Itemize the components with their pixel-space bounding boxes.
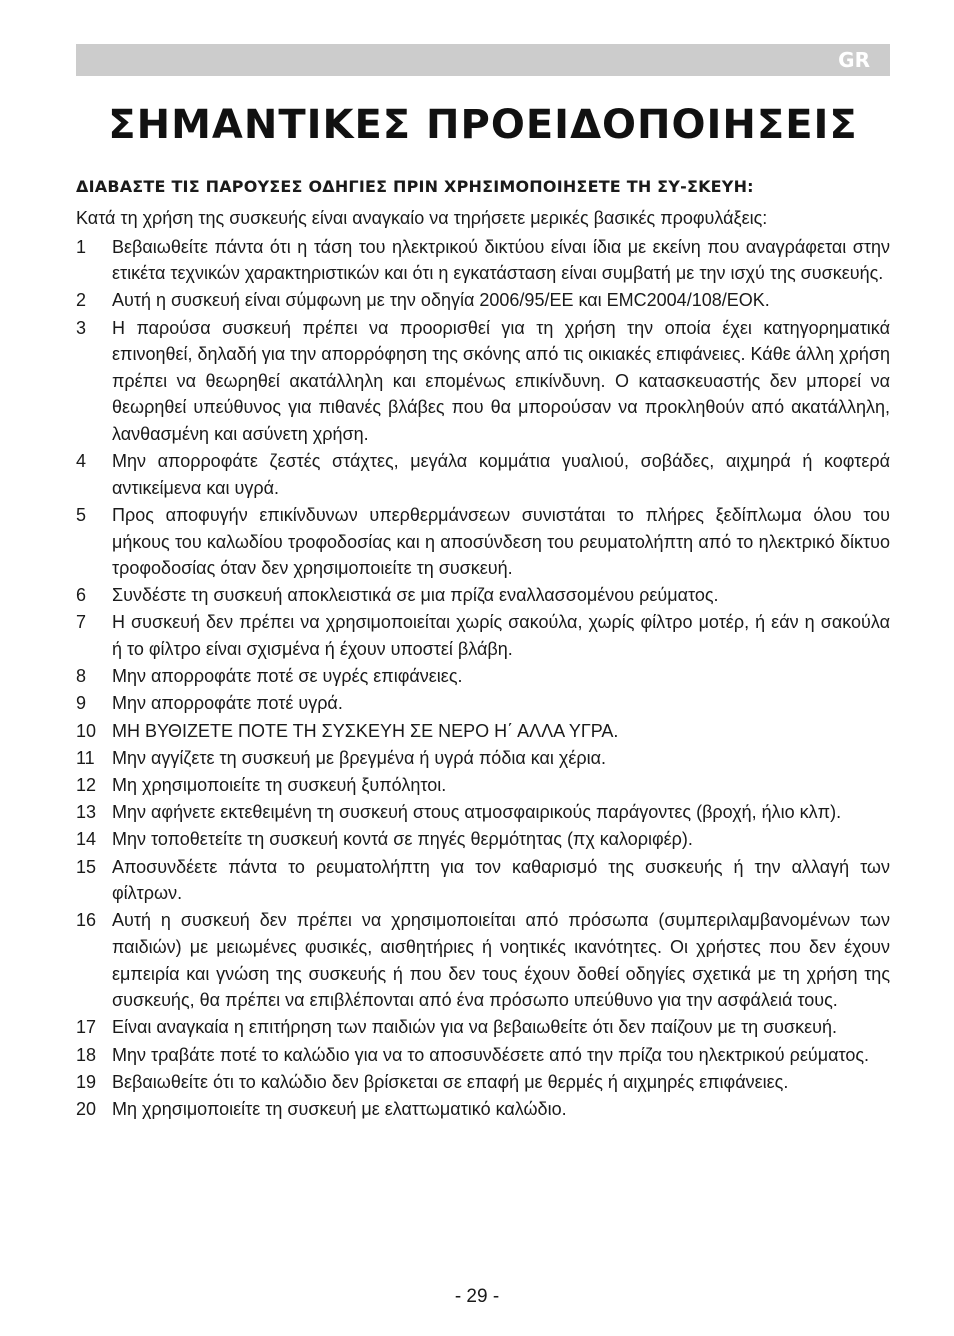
- list-item-number: 10: [76, 720, 97, 741]
- list-item-number: 8: [76, 666, 87, 687]
- list-item: [76, 287, 890, 314]
- list-item-text: Βεβαιωθείτε ότι το καλώδιο δεν βρίσκεται σε επαφή με θερμές ή αιχμηρές επιφάνειες.: [112, 1071, 789, 1092]
- list-item-number: 7: [76, 612, 87, 633]
- list-item-text: Μην αγγίζετε τη συσκευή με βρεγμένα ή υγρά πόδια και χέρια.: [112, 747, 607, 768]
- page-title: ΣΗΜΑΝΤΙΚΕΣ ΠΡΟΕΙΔΟΠΟΙΗΣΕΙΣ: [108, 102, 858, 148]
- list-item-text: Μην απορροφάτε ζεστές στάχτες, μεγάλα κομμάτια γυαλιού, σοβάδες, αιχμηρά ή κοφτερά αντικείμενα και υγρά.: [112, 451, 890, 498]
- header-bar: [76, 44, 890, 76]
- list-item: [76, 1069, 890, 1096]
- list-item: [76, 234, 890, 287]
- list-item-number: 17: [76, 1017, 97, 1038]
- list-item-text: Μην τραβάτε ποτέ το καλώδιο για να το αποσυνδέσετε από την πρίζα του ηλεκτρικού ρεύματος.: [112, 1044, 870, 1065]
- list-item-text: Μην τοποθετείτε τη συσκευή κοντά σε πηγές θερμότητας (πχ καλοριφέρ).: [112, 829, 693, 850]
- list-item-text: Η παρούσα συσκευή πρέπει να προορισθεί για τη χρήση την οποία έχει κατηγορηματικά επινοηθεί, δηλαδή για την απορρόφηση της σκόνης από τις οικιακές επιφάνειες. Κάθε άλλη χρήση πρέπει να θεωρηθεί ακατάλληλη και επομένως επικίνδυνη. Ο κατασκευαστής δεν μπορεί να θεωρηθεί υπεύθυνος για πιθανές βλάβες που θα μπορούσαν να προκληθούν από ακατάλληλη, λανθασμένη και ασύνετη χρήση.: [112, 317, 890, 444]
- list-item-number: 11: [76, 747, 95, 768]
- warnings-list: [76, 234, 890, 1123]
- list-item-text: ΜΗ ΒΥΘΙΖΕΤΕ ΠΟΤΕ ΤΗ ΣΥΣΚΕΥΗ ΣΕ ΝΕΡΟ Η΄ ΑΛΛΑ ΥΓΡΑ.: [112, 720, 619, 741]
- list-item-text: Προς αποφυγήν επικίνδυνων υπερθερμάνσεων συνιστάται το πλήρες ξεδίπλωμα όλου του μήκους του καλωδίου τροφοδοσίας και η αποσύνδεση του ρευματολήπτη από το ηλεκτρικό δίκτυο τροφοδοσίας όταν δεν χρησιμοποιείτε τη συσκευή.: [112, 504, 890, 579]
- list-item-text: Η συσκευή δεν πρέπει να χρησιμοποιείται χωρίς σακούλα, χωρίς φίλτρο μοτέρ, ή εάν η σακούλα ή το φίλτρο είναι σχισμένα ή έχουν υποστεί βλάβη.: [112, 612, 890, 660]
- list-item-number: 16: [76, 910, 97, 931]
- list-item-text: Βεβαιωθείτε πάντα ότι η τάση του ηλεκτρικού δικτύου είναι ίδια με εκείνη που αναγράφεται στην ετικέτα τεχνικών χαρακτηριστικών και ότι η εγκατάσταση είναι συμβατή με την ισχύ της συσκευής.: [112, 236, 890, 284]
- list-item-text: Μην αφήνετε εκτεθειμένη τη συσκευή στους ατμοσφαιρικούς παράγοντες (βροχή, ήλιο κλπ).: [112, 802, 842, 823]
- list-item-number: 15: [76, 856, 97, 877]
- language-code: GR: [838, 48, 870, 72]
- list-item-text: Μη χρησιμοποιείτε τη συσκευή ξυπόλητοι.: [112, 775, 447, 795]
- list-item-number: 4: [76, 451, 87, 472]
- list-item-text: Αυτή η συσκευή είναι σύμφωνη με την οδηγία 2006/95/ΕΕ και EMC2004/108/ΕΟΚ.: [112, 290, 770, 311]
- content-body: [76, 175, 890, 1123]
- page-number: - 29 -: [454, 1286, 500, 1307]
- list-item: [76, 1014, 890, 1041]
- list-item-text: Μην απορροφάτε ποτέ υγρά.: [112, 693, 343, 714]
- list-item-text: Μη χρησιμοποιείτε τη συσκευή με ελαττωματικό καλώδιο.: [112, 1098, 567, 1119]
- list-item: [76, 502, 890, 582]
- intro-text: Κατά τη χρήση της συσκευής είναι αναγκαίο να τηρήσετε μερικές βασικές προφυλάξεις:: [76, 208, 768, 228]
- list-item: [76, 907, 890, 1013]
- list-item-number: 13: [76, 802, 97, 823]
- list-item: [76, 745, 890, 772]
- list-item: [76, 826, 890, 853]
- list-item-text: Αποσυνδέετε πάντα το ρευματολήπτη για τον καθαρισμό της συσκευής ή την αλλαγή των φίλτρων.: [112, 856, 890, 904]
- list-item-number: 9: [76, 693, 87, 714]
- list-item: [76, 582, 890, 609]
- list-item-number: 12: [76, 775, 97, 795]
- list-item-text: Είναι αναγκαία η επιτήρηση των παιδιών για να βεβαιωθείτε ότι δεν παίζουν με τη συσκευή.: [112, 1017, 838, 1038]
- list-item-number: 3: [76, 317, 87, 338]
- list-item-number: 2: [76, 290, 87, 311]
- list-item: [76, 854, 890, 907]
- list-item-text: Μην απορροφάτε ποτέ σε υγρές επιφάνειες.: [112, 666, 463, 687]
- list-item: [76, 1096, 890, 1123]
- list-item: [76, 718, 890, 745]
- list-item: [76, 690, 890, 717]
- list-item: [76, 1042, 890, 1069]
- list-item-number: 19: [76, 1071, 97, 1092]
- list-item-number: 1: [76, 236, 87, 257]
- list-item-number: 18: [76, 1044, 97, 1065]
- subheading: ΔΙΑΒΑΣΤΕ ΤΙΣ ΠΑΡΟΥΣΕΣ ΟΔΗΓΙΕΣ ΠΡΙΝ ΧΡΗΣΙΜΟΠΟΙΗΣΕΤΕ ΤΗ ΣΥ-ΣΚΕΥΗ:: [76, 177, 754, 196]
- list-item-number: 20: [76, 1098, 97, 1119]
- list-item-number: 5: [76, 504, 87, 525]
- list-item-number: 6: [76, 585, 87, 606]
- list-item: [76, 609, 890, 662]
- list-item-text: Συνδέστε τη συσκευή αποκλειστικά σε μια πρίζα εναλλασσομένου ρεύματος.: [112, 585, 719, 606]
- list-item: [76, 772, 890, 799]
- list-item-text: Αυτή η συσκευή δεν πρέπει να χρησιμοποιείται από πρόσωπα (συμπεριλαμβανομένων των παιδιών) με μειωμένες φυσικές, αισθητήριες ή νοητικές ικανότητες. Οι χρήστες που δεν έχουν εμπειρία και γνώση της συσκευής ή που δεν τους έχουν δοθεί οδηγίες σχετικά με τη χρήση της συσκευής, θα πρέπει να επιβλέπονται από ένα πρόσωπο υπεύθυνο για την ασφάλειά τους.: [112, 910, 890, 1011]
- list-item: [76, 799, 890, 826]
- list-item: [76, 448, 890, 501]
- list-item: [76, 663, 890, 690]
- list-item-number: 14: [76, 829, 97, 850]
- list-item: [76, 315, 890, 448]
